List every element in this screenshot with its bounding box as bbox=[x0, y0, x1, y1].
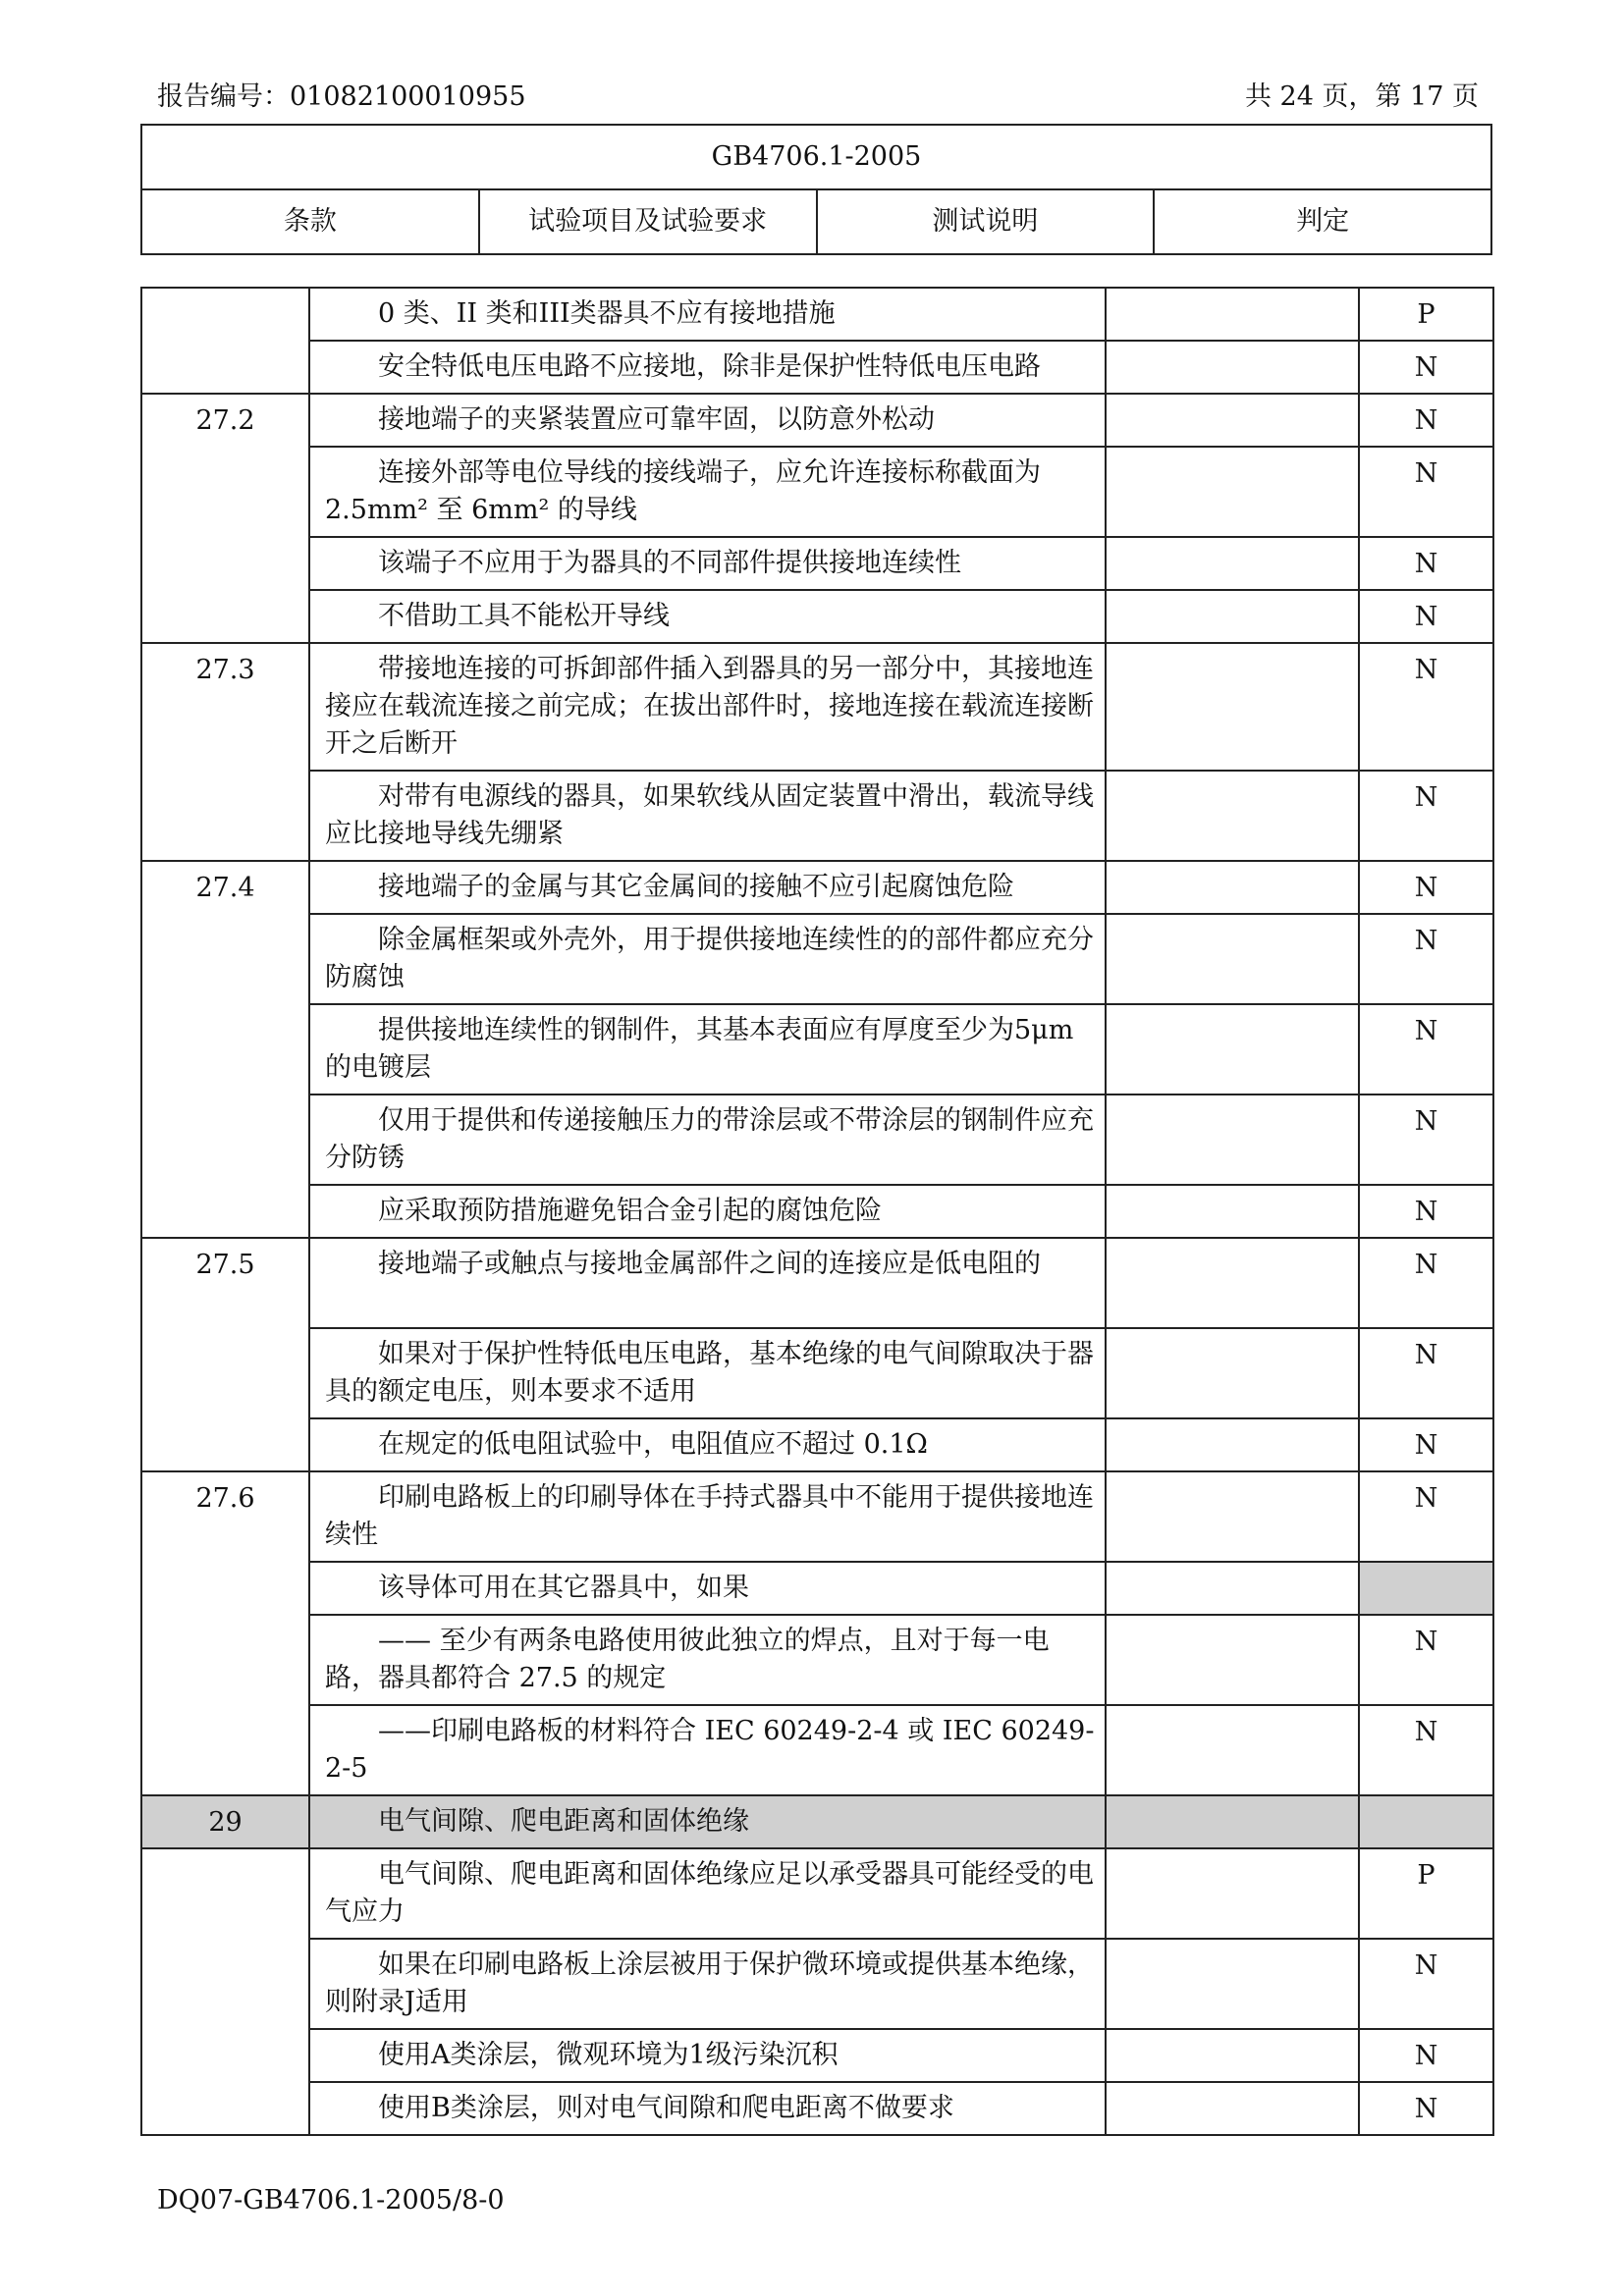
requirement-text: 电气间隙、爬电距离和固体绝缘 bbox=[378, 1806, 749, 1837]
requirement-text: 该端子不应用于为器具的不同部件提供接地连续性 bbox=[378, 548, 961, 578]
note-cell bbox=[1106, 394, 1359, 447]
note-cell bbox=[1106, 1939, 1359, 2029]
result-cell: P bbox=[1359, 1848, 1493, 1939]
requirement-cell bbox=[309, 537, 1106, 590]
requirement-cell bbox=[309, 1705, 1106, 1795]
table-row bbox=[141, 447, 1493, 537]
clause-cell bbox=[141, 1848, 309, 2135]
requirement-cell bbox=[309, 914, 1106, 1004]
requirement-text: 接地端子的夹紧装置应可靠牢固，以防意外松动 bbox=[378, 404, 935, 435]
table-row bbox=[141, 2082, 1493, 2135]
requirement-cell bbox=[309, 861, 1106, 914]
table-row bbox=[141, 1848, 1493, 1939]
table-row bbox=[141, 1939, 1493, 2029]
note-cell bbox=[1106, 1705, 1359, 1795]
requirement-text: 0 类、II 类和III类器具不应有接地措施 bbox=[378, 298, 836, 329]
requirement-text: 在规定的低电阻试验中，电阻值应不超过 0.1Ω bbox=[378, 1429, 928, 1460]
result-cell: N bbox=[1359, 2029, 1493, 2082]
note-cell bbox=[1106, 341, 1359, 394]
result-cell bbox=[1359, 1562, 1493, 1615]
standard-title: GB4706.1-2005 bbox=[141, 125, 1491, 189]
requirement-cell bbox=[309, 1328, 1106, 1418]
note-cell bbox=[1106, 643, 1359, 771]
note-cell bbox=[1106, 1004, 1359, 1095]
table-row bbox=[141, 861, 1493, 914]
table-row bbox=[141, 537, 1493, 590]
result-cell: N bbox=[1359, 1939, 1493, 2029]
requirement-text: 除金属框架或外壳外，用于提供接地连续性的的部件都应充分防腐蚀 bbox=[325, 925, 1094, 992]
clause-cell: 27.3 bbox=[141, 643, 309, 861]
table-row bbox=[141, 1238, 1493, 1328]
requirement-text: 电气间隙、爬电距离和固体绝缘应足以承受器具可能经受的电气应力 bbox=[325, 1859, 1094, 1927]
requirement-text: 印刷电路板上的印刷导体在手持式器具中不能用于提供接地连续性 bbox=[325, 1482, 1094, 1550]
result-cell: N bbox=[1359, 1095, 1493, 1185]
requirement-text: 连接外部等电位导线的接线端子，应允许连接标称截面为2.5mm² 至 6mm² 的导线 bbox=[325, 457, 1041, 525]
note-cell bbox=[1106, 1418, 1359, 1471]
requirement-text: 安全特低电压电路不应接地，除非是保护性特低电压电路 bbox=[378, 351, 1041, 382]
table-row bbox=[141, 394, 1493, 447]
requirement-cell bbox=[309, 771, 1106, 861]
requirement-cell bbox=[309, 1095, 1106, 1185]
requirement-text: 如果在印刷电路板上涂层被用于保护微环境或提供基本绝缘，则附录J适用 bbox=[325, 1949, 1094, 2017]
col-requirement-header: 试验项目及试验要求 bbox=[479, 189, 817, 254]
note-cell bbox=[1106, 914, 1359, 1004]
result-cell: N bbox=[1359, 1004, 1493, 1095]
header-table bbox=[140, 124, 1492, 255]
table-row bbox=[141, 590, 1493, 643]
requirement-text: 应采取预防措施避免铝合金引起的腐蚀危险 bbox=[378, 1196, 882, 1226]
table-row bbox=[141, 1615, 1493, 1705]
note-cell bbox=[1106, 2029, 1359, 2082]
table-row bbox=[141, 2029, 1493, 2082]
table-row bbox=[141, 914, 1493, 1004]
result-cell: N bbox=[1359, 643, 1493, 771]
note-cell bbox=[1106, 1238, 1359, 1328]
requirement-cell bbox=[309, 643, 1106, 771]
table-row bbox=[141, 1328, 1493, 1418]
requirement-cell bbox=[309, 288, 1106, 341]
result-cell: P bbox=[1359, 288, 1493, 341]
table-row bbox=[141, 1705, 1493, 1795]
note-cell bbox=[1106, 1848, 1359, 1939]
result-cell: N bbox=[1359, 394, 1493, 447]
report-number: 报告编号：01082100010955 bbox=[157, 81, 526, 112]
col-note-header: 测试说明 bbox=[817, 189, 1155, 254]
col-clause-header: 条款 bbox=[141, 189, 479, 254]
result-cell: N bbox=[1359, 771, 1493, 861]
note-cell bbox=[1106, 537, 1359, 590]
result-cell: N bbox=[1359, 1328, 1493, 1418]
result-cell: N bbox=[1359, 1238, 1493, 1328]
note-cell bbox=[1106, 288, 1359, 341]
result-cell: N bbox=[1359, 1705, 1493, 1795]
note-cell bbox=[1106, 590, 1359, 643]
table-row bbox=[141, 341, 1493, 394]
note-cell bbox=[1106, 1795, 1359, 1848]
table-row bbox=[141, 643, 1493, 771]
requirement-text: 仅用于提供和传递接触压力的带涂层或不带涂层的钢制件应充分防锈 bbox=[325, 1105, 1094, 1173]
requirement-cell bbox=[309, 447, 1106, 537]
requirement-text: —— 至少有两条电路使用彼此独立的焊点，且对于每一电路，器具都符合 27.5 的规定 bbox=[325, 1626, 1050, 1693]
result-cell: N bbox=[1359, 1471, 1493, 1562]
requirement-text: 带接地连接的可拆卸部件插入到器具的另一部分中，其接地连接应在载流连接之前完成；在拔出部件时，接地连接在载流连接断开之后断开 bbox=[325, 654, 1094, 759]
table-row bbox=[141, 1471, 1493, 1562]
requirement-text: 接地端子的金属与其它金属间的接触不应引起腐蚀危险 bbox=[378, 872, 1014, 902]
result-cell: N bbox=[1359, 537, 1493, 590]
note-cell bbox=[1106, 1095, 1359, 1185]
requirement-cell bbox=[309, 1418, 1106, 1471]
result-cell: N bbox=[1359, 1185, 1493, 1238]
page-info: 共 24 页，第 17 页 bbox=[1244, 81, 1479, 112]
requirement-cell bbox=[309, 1471, 1106, 1562]
footer-code: DQ07-GB4706.1-2005/8-0 bbox=[157, 2185, 505, 2216]
table-row bbox=[141, 1418, 1493, 1471]
requirement-cell bbox=[309, 2082, 1106, 2135]
requirement-cell bbox=[309, 1185, 1106, 1238]
requirement-text: 提供接地连续性的钢制件，其基本表面应有厚度至少为5μm 的电镀层 bbox=[325, 1015, 1074, 1083]
result-cell: N bbox=[1359, 1418, 1493, 1471]
result-cell: N bbox=[1359, 341, 1493, 394]
table-row bbox=[141, 1562, 1493, 1615]
clause-cell: 27.2 bbox=[141, 394, 309, 643]
requirement-text: 使用B类涂层，则对电气间隙和爬电距离不做要求 bbox=[378, 2093, 954, 2123]
note-cell bbox=[1106, 771, 1359, 861]
note-cell bbox=[1106, 861, 1359, 914]
table-row bbox=[141, 771, 1493, 861]
col-result-header: 判定 bbox=[1154, 189, 1491, 254]
clause-cell: 27.6 bbox=[141, 1471, 309, 1795]
requirement-text: 该导体可用在其它器具中，如果 bbox=[378, 1573, 749, 1603]
clause-cell: 27.5 bbox=[141, 1238, 309, 1471]
clause-cell bbox=[141, 288, 309, 394]
table-row bbox=[141, 1185, 1493, 1238]
requirement-text: 使用A类涂层，微观环境为1级污染沉积 bbox=[378, 2040, 839, 2070]
note-cell bbox=[1106, 1615, 1359, 1705]
requirement-cell bbox=[309, 590, 1106, 643]
note-cell bbox=[1106, 2082, 1359, 2135]
requirement-text: 如果对于保护性特低电压电路，基本绝缘的电气间隙取决于器具的额定电压，则本要求不适用 bbox=[325, 1339, 1094, 1407]
requirement-cell bbox=[309, 394, 1106, 447]
result-cell: N bbox=[1359, 914, 1493, 1004]
requirements-table bbox=[140, 287, 1494, 2136]
requirement-text: 接地端子或触点与接地金属部件之间的连接应是低电阻的 bbox=[378, 1249, 1041, 1279]
result-cell: N bbox=[1359, 590, 1493, 643]
result-cell: N bbox=[1359, 447, 1493, 537]
note-cell bbox=[1106, 1562, 1359, 1615]
result-cell: N bbox=[1359, 861, 1493, 914]
requirement-cell bbox=[309, 1848, 1106, 1939]
requirement-cell bbox=[309, 1615, 1106, 1705]
requirement-text: 不借助工具不能松开导线 bbox=[378, 601, 670, 631]
note-cell bbox=[1106, 1185, 1359, 1238]
requirement-cell bbox=[309, 1238, 1106, 1328]
requirement-cell bbox=[309, 1562, 1106, 1615]
note-cell bbox=[1106, 1328, 1359, 1418]
result-cell: N bbox=[1359, 2082, 1493, 2135]
requirement-text: 对带有电源线的器具，如果软线从固定装置中滑出，载流导线应比接地导线先绷紧 bbox=[325, 781, 1094, 849]
requirement-cell bbox=[309, 1795, 1106, 1848]
note-cell bbox=[1106, 1471, 1359, 1562]
requirement-text: ——印刷电路板的材料符合 IEC 60249-2-4 或 IEC 60249-2-5 bbox=[325, 1716, 1095, 1784]
table-row bbox=[141, 1004, 1493, 1095]
table-row bbox=[141, 1795, 1493, 1848]
table-row bbox=[141, 288, 1493, 341]
requirement-cell bbox=[309, 1004, 1106, 1095]
clause-cell: 27.4 bbox=[141, 861, 309, 1238]
requirement-cell bbox=[309, 1939, 1106, 2029]
clause-cell: 29 bbox=[141, 1795, 309, 1848]
result-cell: N bbox=[1359, 1615, 1493, 1705]
requirement-cell bbox=[309, 2029, 1106, 2082]
note-cell bbox=[1106, 447, 1359, 537]
result-cell bbox=[1359, 1795, 1493, 1848]
table-row bbox=[141, 1095, 1493, 1185]
requirement-cell bbox=[309, 341, 1106, 394]
